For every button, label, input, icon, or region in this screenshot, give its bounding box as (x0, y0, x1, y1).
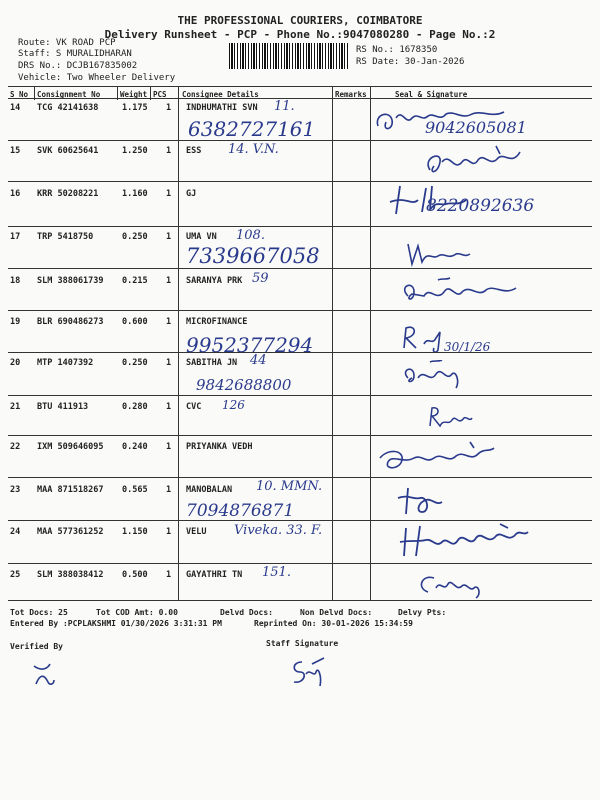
col-header-remarks: Remarks (335, 90, 367, 99)
row-weight: 1.250 (122, 146, 148, 156)
row-weight: 1.175 (122, 103, 148, 113)
row-consignment: KRR 50208221 (37, 189, 99, 199)
handwritten-seal-phone: 9042605081 (425, 118, 527, 137)
staff-label: Staff: S MURALIDHARAN (18, 49, 132, 59)
row-pcs: 1 (166, 189, 172, 199)
handwritten-note: 108. (236, 228, 265, 243)
row-sno: 21 (10, 402, 21, 412)
row-sno: 16 (10, 189, 21, 199)
row-pcs: 1 (166, 485, 172, 495)
handwritten-note: 11. (274, 99, 295, 114)
handwritten-seal-phone: 8220892636 (426, 196, 535, 216)
row-weight: 0.215 (122, 276, 148, 286)
rs-number: RS No.: 1678350 (356, 45, 438, 55)
row-consignment: IXM 509646095 (37, 442, 104, 452)
row-consignee: CVC (186, 402, 202, 412)
drs-label: DRS No.: DCJB167835002 (18, 61, 138, 71)
row-border (8, 435, 592, 436)
row-consignment: MAA 577361252 (37, 527, 104, 537)
row-sno: 17 (10, 232, 21, 242)
handwritten-phone: 6382727161 (188, 117, 316, 141)
row-border (8, 520, 592, 521)
signature-image (420, 144, 530, 180)
signature-image (374, 440, 500, 476)
col-divider (150, 86, 151, 100)
document-subtitle: Delivery Runsheet - PCP - Phone No.:9047080280 - Page No.:2 (104, 28, 496, 41)
col-header-consignee: Consignee Details (182, 90, 259, 99)
handwritten-seal-date: 30/1/26 (444, 340, 491, 354)
row-consignee: GJ (186, 189, 197, 199)
row-consignee: INDHUMATHI SVN (186, 103, 258, 113)
row-border (8, 563, 592, 564)
row-pcs: 1 (166, 402, 172, 412)
row-weight: 0.240 (122, 442, 148, 452)
signature-image (404, 238, 474, 268)
barcode (229, 43, 349, 69)
row-consignment: MTP 1407392 (37, 358, 94, 368)
row-border (8, 477, 592, 478)
handwritten-note: 14. V.N. (228, 142, 279, 157)
col-header-seal: Seal & Signature (395, 90, 468, 99)
row-consignment: TCG 42141638 (37, 103, 99, 113)
handwritten-phone: 7094876871 (186, 501, 295, 521)
col-divider (332, 86, 333, 600)
row-pcs: 1 (166, 570, 172, 580)
handwritten-note: 59 (252, 271, 269, 286)
handwritten-note: 151. (262, 565, 291, 580)
reprinted-on: Reprinted On: 30-01-2026 15:34:59 (254, 619, 413, 628)
signature-image (426, 404, 476, 432)
col-divider (117, 86, 118, 100)
col-divider (178, 86, 179, 600)
col-divider (370, 86, 371, 600)
col-header-pcs: PCS (153, 90, 167, 99)
row-border (8, 268, 592, 269)
route-label: Route: VK ROAD PCP (18, 38, 116, 48)
col-header-consignment: Consignment No (37, 90, 101, 99)
row-consignee: ESS (186, 146, 202, 156)
handwritten-note: Viveka. 33. F. (234, 523, 323, 538)
rs-date: RS Date: 30-Jan-2026 (356, 57, 465, 67)
row-consignee: UMA VN (186, 232, 217, 242)
row-consignee: SARANYA PRK (186, 276, 243, 286)
col-divider (34, 86, 35, 100)
row-consignee: VELU (186, 527, 207, 537)
handwritten-note: 10. MMN. (256, 479, 323, 494)
row-pcs: 1 (166, 276, 172, 286)
staff-signature-image (288, 656, 328, 692)
row-weight: 1.150 (122, 527, 148, 537)
vehicle-label: Vehicle: Two Wheeler Delivery (18, 73, 176, 83)
row-sno: 22 (10, 442, 21, 452)
row-consignment: MAA 871518267 (37, 485, 104, 495)
row-pcs: 1 (166, 358, 172, 368)
row-weight: 0.565 (122, 485, 148, 495)
total-cod-amount: Tot COD Amt: 0.00 (96, 608, 178, 617)
row-consignment: TRP 5418750 (37, 232, 94, 242)
delivered-docs: Delvd Docs: (220, 608, 273, 617)
row-border (8, 181, 592, 182)
row-consignment: SLM 388061739 (37, 276, 104, 286)
verified-by-label: Verified By (10, 642, 63, 651)
row-consignment: BTU 411913 (37, 402, 89, 412)
signature-image (392, 484, 452, 518)
row-sno: 20 (10, 358, 21, 368)
row-consignee: MANOBALAN (186, 485, 233, 495)
total-docs: Tot Docs: 25 (10, 608, 68, 617)
row-consignment: SLM 388038412 (37, 570, 104, 580)
col-header-weight: Weight (120, 90, 148, 99)
row-sno: 19 (10, 317, 21, 327)
signature-image (398, 276, 528, 310)
row-weight: 0.280 (122, 402, 148, 412)
row-sno: 15 (10, 146, 21, 156)
table-bottom-border (8, 600, 592, 601)
row-sno: 23 (10, 485, 21, 495)
staff-signature-label: Staff Signature (266, 639, 339, 648)
table-header-border (8, 98, 592, 99)
row-consignee: PRIYANKA VEDH (186, 442, 253, 452)
verifier-signature-image (28, 660, 58, 690)
row-sno: 24 (10, 527, 21, 537)
row-weight: 0.250 (122, 358, 148, 368)
row-weight: 0.250 (122, 232, 148, 242)
non-delivered-docs: Non Delvd Docs: (300, 608, 373, 617)
row-pcs: 1 (166, 527, 172, 537)
handwritten-phone: 9842688800 (196, 376, 292, 394)
handwritten-phone: 9952377294 (186, 333, 314, 357)
document-title: THE PROFESSIONAL COURIERS, COIMBATORE (177, 14, 423, 27)
row-sno: 18 (10, 276, 21, 286)
signature-image (396, 522, 532, 560)
signature-image (372, 104, 512, 134)
entered-by: Entered By :PCPLAKSHMI 01/30/2026 3:31:31 PM (10, 619, 222, 628)
delivery-points: Delvy Pts: (398, 608, 447, 617)
row-sno: 25 (10, 570, 21, 580)
signature-image (400, 360, 480, 390)
row-weight: 0.600 (122, 317, 148, 327)
handwritten-note: 126 (222, 398, 245, 412)
handwritten-phone: 7339667058 (186, 244, 320, 268)
row-consignee: GAYATHRI TN (186, 570, 243, 580)
row-pcs: 1 (166, 317, 172, 327)
row-weight: 0.500 (122, 570, 148, 580)
row-border (8, 395, 592, 396)
row-sno: 14 (10, 103, 21, 113)
row-weight: 1.160 (122, 189, 148, 199)
row-pcs: 1 (166, 232, 172, 242)
row-consignment: BLR 690486273 (37, 317, 104, 327)
row-pcs: 1 (166, 146, 172, 156)
row-border (8, 310, 592, 311)
row-consignment: SVK 60625641 (37, 146, 99, 156)
row-pcs: 1 (166, 442, 172, 452)
col-header-sno: S No (10, 90, 29, 99)
table-top-border (8, 86, 592, 87)
handwritten-note: 44 (250, 353, 267, 368)
row-consignee: MICROFINANCE (186, 317, 248, 327)
row-border (8, 226, 592, 227)
signature-image (414, 570, 504, 600)
row-consignee: SABITHA JN (186, 358, 238, 368)
row-pcs: 1 (166, 103, 172, 113)
